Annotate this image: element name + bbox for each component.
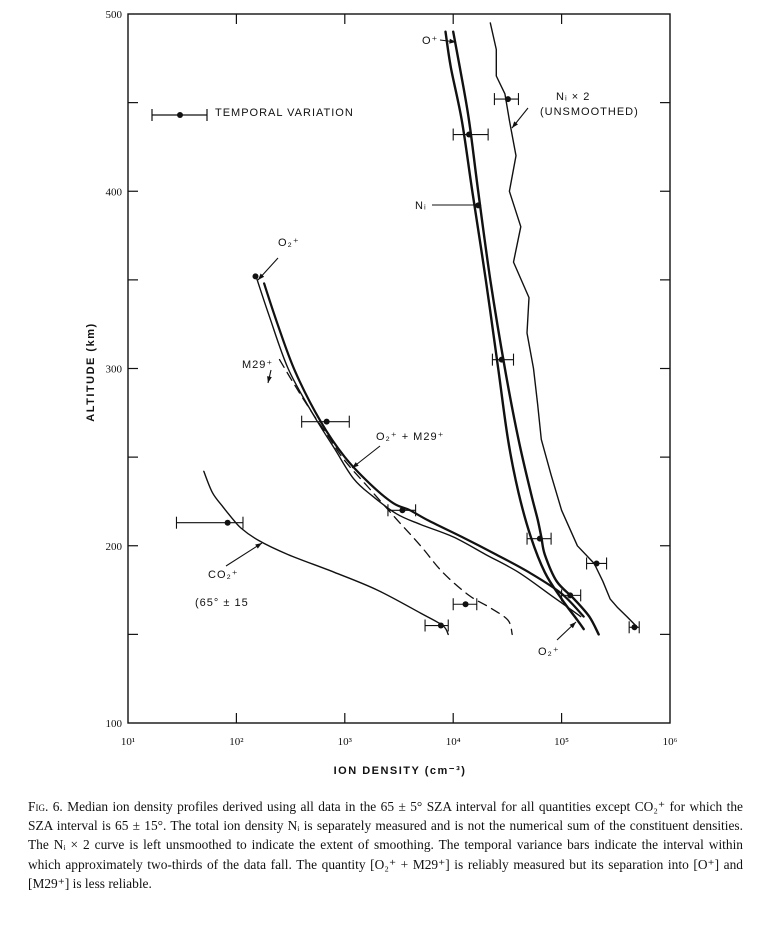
series-line [256, 275, 581, 617]
x-axis-title: ION DENSITY (cm⁻³) [333, 765, 467, 777]
data-point [594, 560, 600, 566]
data-point [475, 202, 481, 208]
legend-dot [177, 112, 183, 118]
caption-text: Median ion density profiles derived using all data in the 65 ± 5° SZA interval for all quantities except CO₂⁺ for which the SZA interval is 65 ± 15°. The total ion density Nᵢ is separately measured and is not the numerical sum of the constituent densities. The Nᵢ × 2 curve is left unsmoothed to indicate the extent of smoothing. The temporal variance bars indicate the interval within which approximately two-thirds of the data fall. The quantity [O₂⁺ + M29⁺] is reliably measured but its separation into [O⁺] and [M29⁺] is less reliable. [28, 799, 744, 891]
label-o-plus: O⁺ [422, 35, 439, 47]
caption-fig-label: Fig. 6. [28, 799, 63, 814]
y-tick-label: 500 [105, 9, 122, 21]
data-point [463, 601, 469, 607]
label-co2: CO₂⁺ [208, 569, 239, 581]
data-point [499, 357, 505, 363]
data-point [324, 419, 330, 425]
data-point [252, 273, 258, 279]
figure-caption [28, 797, 743, 893]
y-tick-label: 400 [105, 186, 122, 199]
series-line [280, 360, 513, 635]
y-tick-label: 100 [105, 718, 122, 730]
label-co2-sza: (65° ± 15 [195, 597, 249, 609]
label-ni: Nᵢ [415, 200, 427, 212]
y-tick-label: 200 [105, 540, 122, 553]
label-m29: M29⁺ [242, 359, 274, 371]
data-point [438, 623, 444, 629]
label-ni-x2: Nᵢ × 2 [556, 91, 591, 103]
label-o2-plus-top: O₂⁺ [278, 237, 300, 249]
y-tick-label: 300 [105, 363, 122, 376]
data-point [567, 592, 573, 598]
x-tick-label: 10³ [337, 736, 352, 748]
legend-label: TEMPORAL VARIATION [215, 107, 354, 119]
label-o2-m29: O₂⁺ + M29⁺ [376, 431, 445, 443]
data-point [399, 507, 405, 513]
data-point [225, 520, 231, 526]
x-tick-label: 10⁴ [445, 736, 461, 748]
x-tick-label: 10⁶ [662, 736, 678, 748]
legend [152, 107, 354, 121]
label-o2-plus-bottom: O₂⁺ [538, 646, 560, 658]
tick-labels [106, 9, 678, 748]
data-point [505, 96, 511, 102]
series-line [204, 471, 448, 634]
data-point [631, 624, 637, 630]
data-point [466, 132, 472, 138]
x-tick-label: 10² [229, 736, 244, 748]
y-axis-title: ALTITUDE (km) [85, 322, 97, 422]
x-tick-label: 10¹ [120, 736, 136, 748]
label-unsmoothed: (UNSMOOTHED) [540, 106, 639, 118]
data-point [537, 536, 543, 542]
x-tick-label: 10⁵ [554, 736, 570, 748]
series-line [264, 283, 584, 616]
pointer-arrowhead [255, 543, 262, 549]
